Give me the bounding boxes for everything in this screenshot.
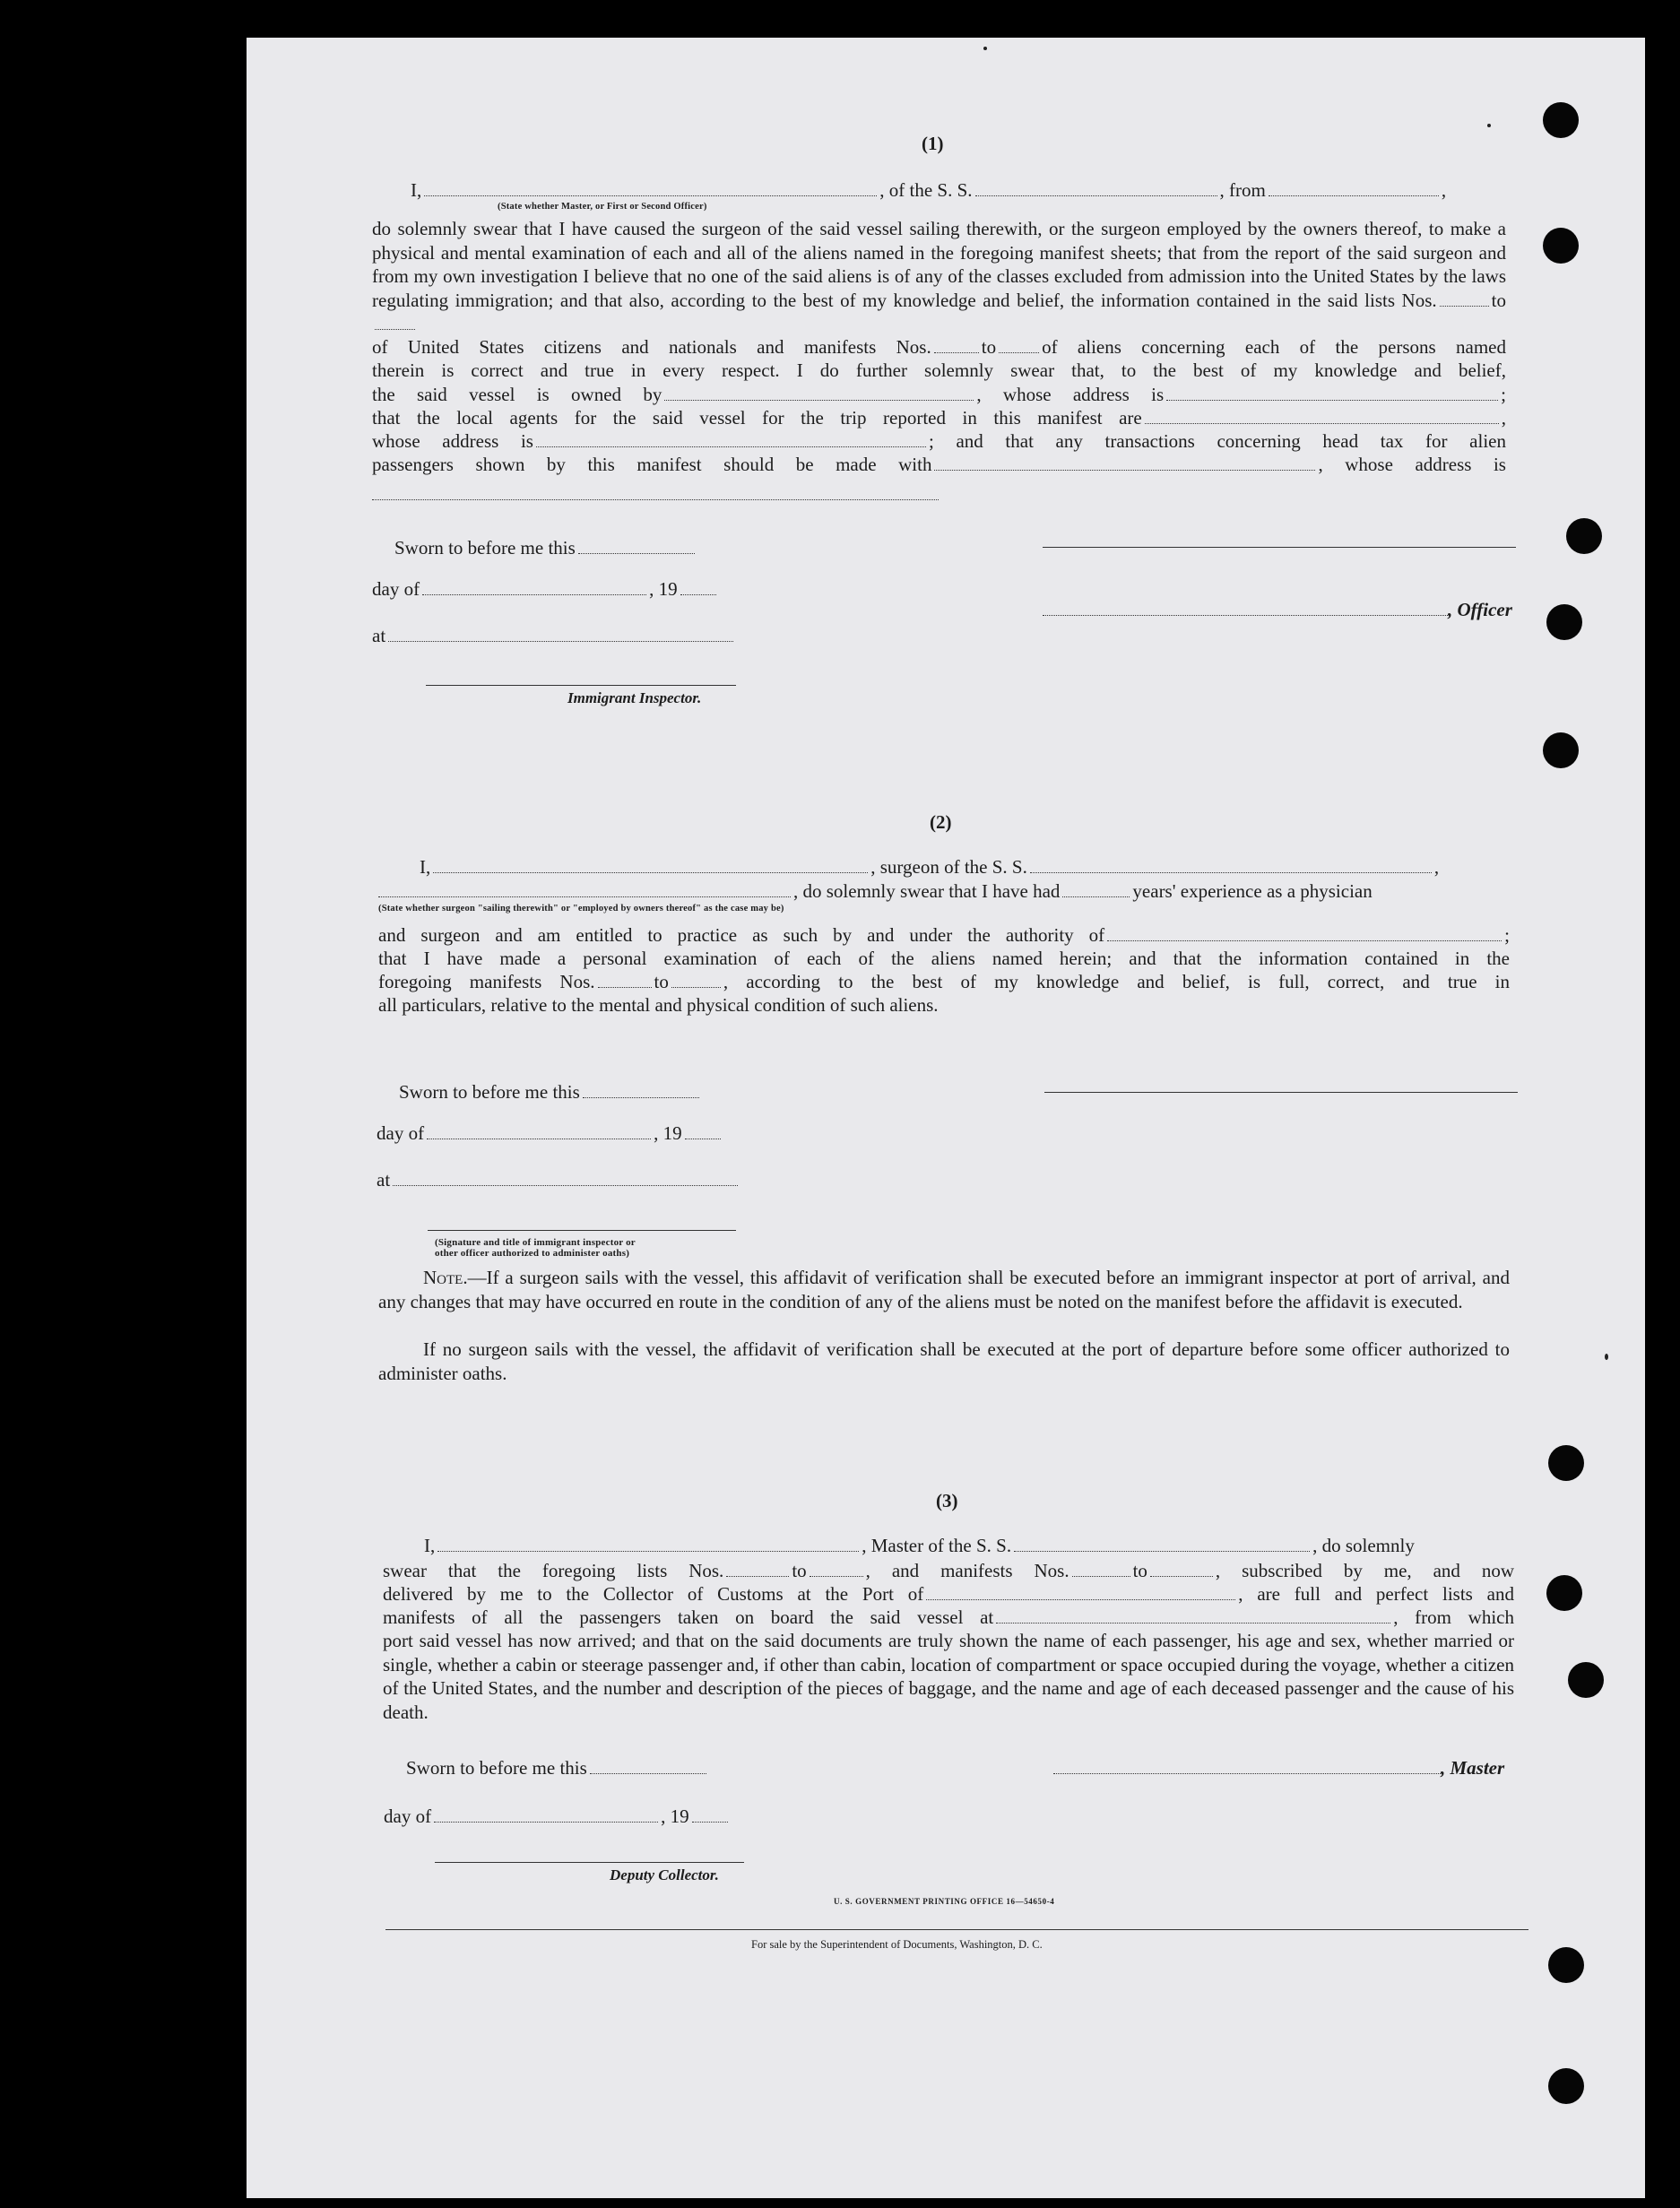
citizen-list-from-field[interactable] [1440,291,1489,307]
oath-paragraph-1: do solemnly swear that I have caused the surgeon of the said vessel sailing therewith, or the surgeon employed by the owners thereof, to make a physical and mental examination of each and all of the aliens named in the foregoing manifest sheets; that from the report of the said surgeon and from my own investigation I believe that no one of the said aliens is of any of the classes excluded from admission into the United States by the laws regulating immigration; and that also, according to the best of my knowledge and belief, the information contained in the said lists Nos. to [372,217,1506,336]
deputy-label: Deputy Collector. [610,1866,719,1883]
sworn-line-2: Sworn to before me this [399,1081,702,1104]
ship-name-field[interactable] [975,181,1217,196]
examination-line: that I have made a personal examination of each of the aliens named herein; and that the information contained in the [378,948,1510,969]
officer-title-line: , Officer [1043,599,1512,621]
departure-port-field[interactable] [1269,181,1439,196]
owner-line: the said vessel is owned by , whose address is ; [372,384,1507,405]
for-sale-note: For sale by the Superintendent of Documents, Washington, D. C. [751,1938,1043,1951]
sworn-line-1: Sworn to before me this [394,537,697,559]
section-2-heading: (2) [930,811,952,833]
binder-hole [1548,2068,1584,2104]
binder-hole [1566,518,1602,554]
note-paragraph-2: If no surgeon sails with the vessel, the affidavit of verification shall be executed at the port of departure before some officer authorized to administer oaths. [378,1338,1510,1384]
years-experience-field[interactable] [1062,882,1130,897]
month-field-3[interactable] [434,1807,658,1823]
binder-hole [1546,604,1582,640]
embark-port-field[interactable] [996,1608,1390,1624]
at-line-2: at [377,1169,740,1191]
lists-from-field[interactable] [726,1562,789,1577]
head-tax-line: passengers shown by this manifest should be made with , whose address is [372,454,1506,475]
manifests-line: manifests of all the passengers taken on board the said vessel at , from which [383,1606,1514,1628]
surgeon-name-field[interactable] [433,858,868,873]
head-tax-address-field[interactable] [372,499,939,500]
manifests-to-field[interactable] [1150,1562,1213,1577]
month-field[interactable] [422,580,646,595]
agents-address-line: whose address is ; and that any transactions concerning head tax for alien [372,430,1506,452]
binder-hole [1548,1445,1584,1481]
section-1-heading: (1) [922,133,944,154]
authority-field[interactable] [1107,926,1502,941]
surgeon-manifest-to-field[interactable] [671,973,721,988]
surgeon-status-caption: (State whether surgeon "sailing therewith" or "employed by owners thereof" as the case may be) [378,904,784,914]
lists-line: swear that the foregoing lists Nos. to , and manifests Nos. to , subscribed by me, and now [383,1560,1514,1581]
delivered-line: delivered by me to the Collector of Customs at the Port of , are full and perfect lists and [383,1583,1514,1605]
inspector-signature-line[interactable] [426,685,736,686]
at-line-1: at [372,625,736,647]
master-name-field[interactable] [437,1537,859,1552]
master-signature-field[interactable] [1053,1759,1441,1774]
owner-field[interactable] [664,385,974,401]
oath-line-1: I, , of the S. S. , from , [411,179,1447,201]
signature-caption-1: (Signature and title of immigrant inspector or [435,1237,636,1248]
manifest-from-field[interactable] [934,338,979,353]
stray-dot [1605,1354,1608,1360]
sworn-line-3: Sworn to before me this [406,1757,709,1779]
day-of-line-2: day of , 19 [377,1122,723,1145]
binder-hole [1548,1947,1584,1983]
surgeon-line-1: I, , surgeon of the S. S. , [420,856,1440,878]
stray-dot [983,47,987,50]
master-line-1: I, , Master of the S. S. , do solemnly [424,1535,1415,1556]
oath-paragraph-1b: of United States citizens and nationals and manifests Nos. to of aliens concerning each of the persons named [372,336,1506,358]
year-field-3[interactable] [692,1807,728,1823]
month-field-2[interactable] [427,1124,651,1139]
particulars-line: all particulars, relative to the mental and physical condition of such aliens. [378,994,939,1016]
lists-to-field[interactable] [810,1562,863,1577]
officer-rank-field[interactable] [424,181,877,196]
binder-hole [1543,102,1579,138]
section-3-heading: (3) [936,1490,958,1511]
binder-hole [1543,228,1579,264]
sworn-day-field-2[interactable] [583,1083,699,1098]
master-oath-paragraph: port said vessel has now arrived; and that on the said documents are truly shown the name of each passenger, his age and sex, whether married or single, whether a cabin or steerage passenger and, if other than cabin, location of compartment or space occupied during the voyage, whether a citizen of the United States, and the number and description of the pieces of baggage, and the name and age of each deceased passenger and the cause of his death. [383,1630,1514,1723]
binder-hole [1543,732,1579,768]
sworn-day-field-3[interactable] [590,1759,706,1774]
binder-hole [1546,1575,1582,1611]
authority-line: and surgeon and am entitled to practice as such by and under the authority of ; [378,924,1510,946]
officer-rank-caption: (State whether Master, or First or Second Officer) [498,202,707,212]
head-tax-party-field[interactable] [934,455,1315,471]
surgeon-signature-line[interactable] [1044,1092,1518,1093]
citizen-list-to-field[interactable] [375,315,415,330]
foregoing-line: foregoing manifests Nos. to , according to the best of my knowledge and belief, is full, correct, and true in [378,971,1510,992]
inspector-label: Immigrant Inspector. [567,689,702,706]
deputy-signature-line[interactable] [435,1862,744,1863]
agents-line: that the local agents for the said vessel for the trip reported in this manifest are , [372,407,1506,429]
day-of-line-1: day of , 19 [372,578,719,601]
printer-imprint: U. S. GOVERNMENT PRINTING OFFICE 16—54650-4 [834,1897,1055,1906]
manifests-from-field[interactable] [1072,1562,1130,1577]
binder-hole [1568,1662,1604,1698]
sworn-day-field[interactable] [578,539,695,554]
footer-rule [385,1929,1528,1930]
master-signature-line: , Master [1053,1757,1504,1779]
oath-paragraph-1c: therein is correct and true in every respect. I do further solemnly swear that, to the best of my knowledge and belief, [372,359,1506,381]
agents-address-field[interactable] [536,432,926,447]
owner-address-field[interactable] [1166,385,1498,401]
officer-signature-line[interactable] [1043,547,1516,548]
year-field[interactable] [680,580,716,595]
surgeon-line-2: , do solemnly swear that I have had years' experience as a physician [378,880,1373,903]
authorized-signature-line[interactable] [428,1230,736,1231]
surgeon-ship-field[interactable] [1030,858,1432,873]
master-ship-field[interactable] [1014,1537,1310,1552]
place-field-2[interactable] [393,1171,738,1186]
place-field[interactable] [388,627,733,642]
manifest-form-page [247,38,1645,2198]
officer-name-field[interactable] [1043,601,1448,616]
manifest-to-field[interactable] [999,338,1039,353]
surgeon-status-field[interactable] [378,882,791,897]
stray-dot [1487,124,1491,127]
port-field[interactable] [926,1585,1235,1600]
note-paragraph: Note.—If a surgeon sails with the vessel, this affidavit of verification shall be executed before an immigrant inspector at port of arrival, and any changes that may have occurred en route in the condition of any of the aliens must be noted on the manifest before the affidavit is executed. [378,1267,1510,1312]
agents-field[interactable] [1145,409,1499,424]
day-of-line-3: day of , 19 [384,1805,731,1828]
year-field-2[interactable] [685,1124,721,1139]
signature-caption-2: other officer authorized to administer oaths) [435,1248,630,1259]
surgeon-manifest-from-field[interactable] [598,973,652,988]
